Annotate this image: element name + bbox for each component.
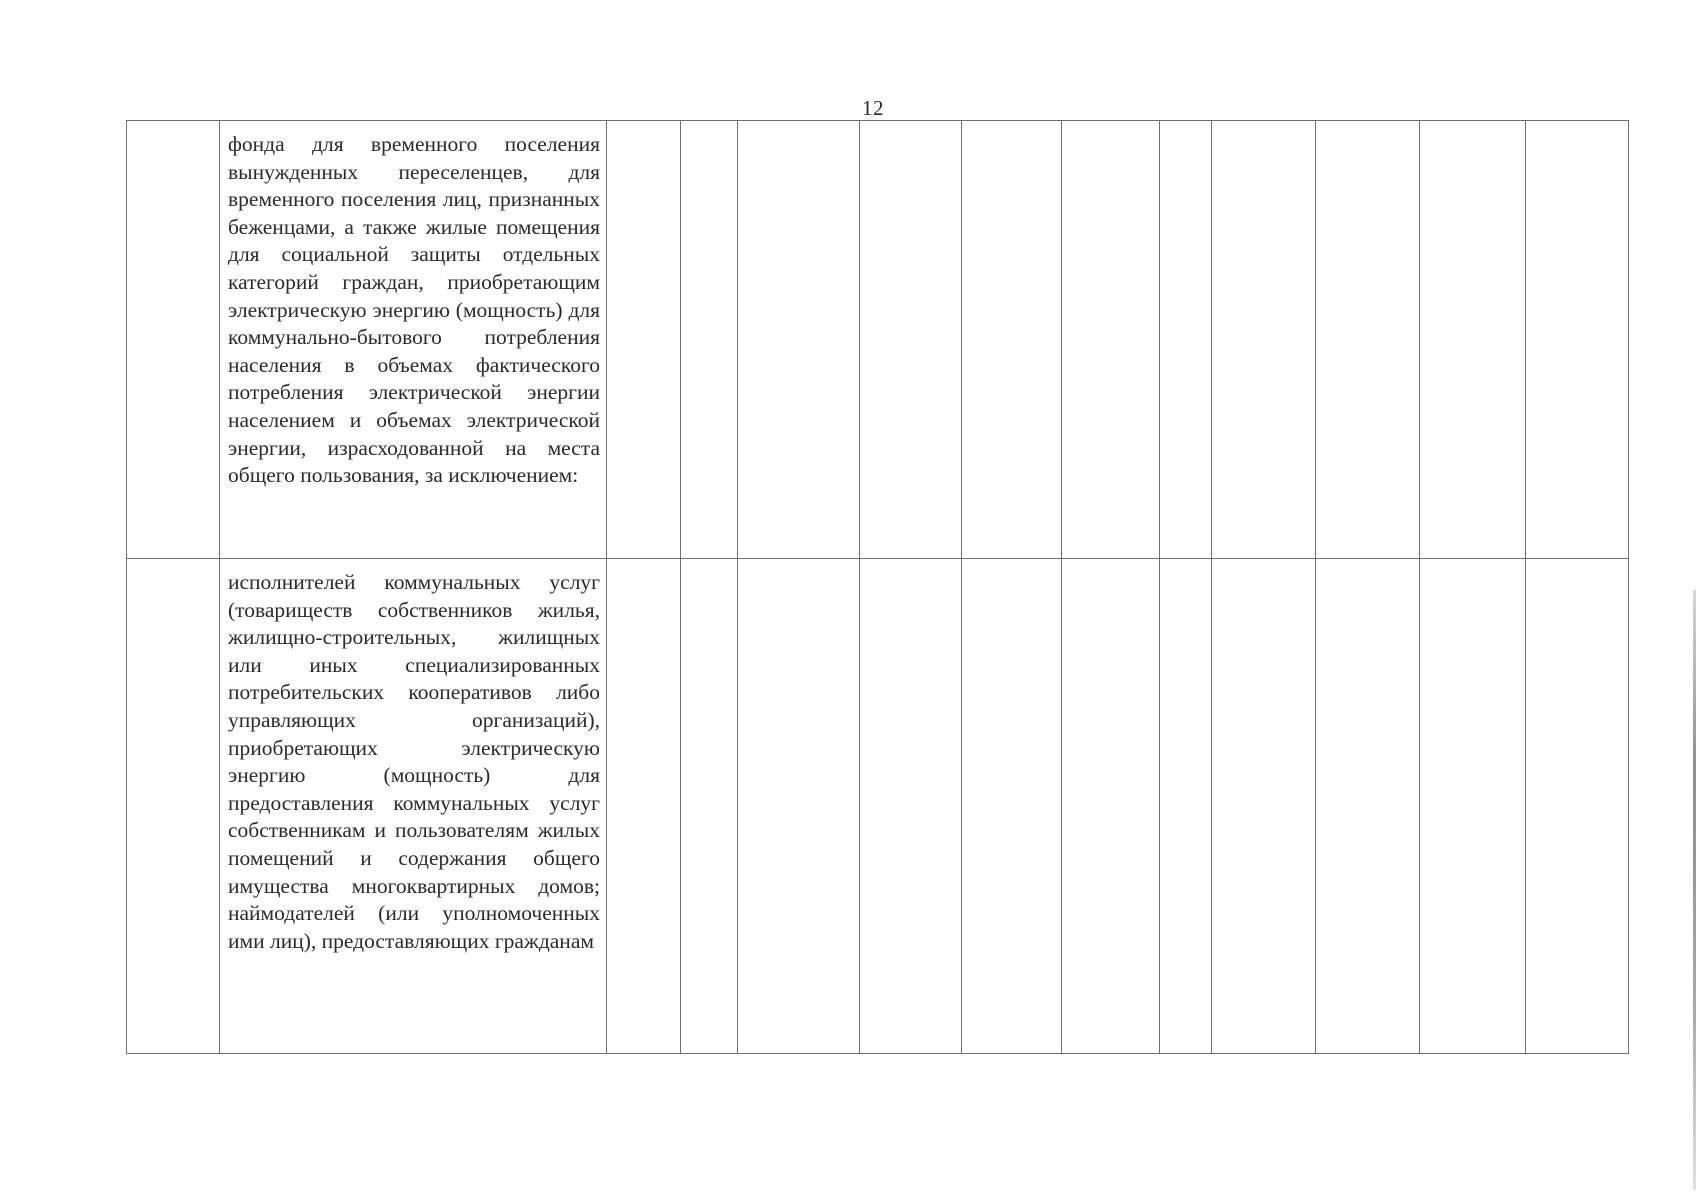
table-cell: [1316, 559, 1420, 1054]
table-row: [127, 559, 1629, 1054]
table-cell-number: [127, 121, 220, 559]
table-cell: [1316, 121, 1420, 559]
table-cell: [681, 559, 738, 1054]
table-cell: [1160, 559, 1212, 1054]
data-table: [126, 120, 1629, 1054]
description-text: исполнителей коммунальных услуг (товариществ собственников жилья, жилищно-строительных, жилищных или иных специализированных потребительских кооперативов либо управляющих организаций), приобретающих электрическую энергию (мощность) для предоставления коммунальных услуг собственникам и пользователям жилых помещений и содержания общего имущества многоквартирных домов; наймодателей (или уполномоченных ими лиц), предоставляющих гражданам: [228, 570, 600, 953]
table-cell: [1526, 559, 1629, 1054]
table-cell: [738, 121, 860, 559]
table-cell: [1420, 121, 1526, 559]
table-cell: [607, 121, 681, 559]
table-cell: [681, 121, 738, 559]
table-cell: [1212, 559, 1316, 1054]
table-cell: [1160, 121, 1212, 559]
description-text: фонда для временного поселения вынужденных переселенцев, для временного поселения лиц, признанных беженцами, а также жилые помещения для социальной защиты отдельных категорий граждан, приобретающим электрическую энергию (мощность) для коммунально-бытового потребления населения в объемах фактического потребления электрической энергии населением и объемах электрической энергии, израсходованной на места общего пользования, за исключением:: [228, 132, 600, 488]
table-cell: [962, 559, 1062, 1054]
table-cell-description: [220, 559, 607, 1054]
table-cell: [962, 121, 1062, 559]
table-cell: [1062, 121, 1160, 559]
table-cell: [1062, 559, 1160, 1054]
scan-edge-shadow: [1693, 590, 1696, 1190]
table-cell: [1420, 559, 1526, 1054]
table-cell: [860, 121, 962, 559]
table-row: [127, 121, 1629, 559]
table-cell: [1212, 121, 1316, 559]
page-number: 12: [862, 96, 884, 120]
table-cell: [1526, 121, 1629, 559]
table-cell-number: [127, 559, 220, 1054]
table-cell: [607, 559, 681, 1054]
table-cell: [738, 559, 860, 1054]
table-cell-description: [220, 121, 607, 559]
table-cell: [860, 559, 962, 1054]
